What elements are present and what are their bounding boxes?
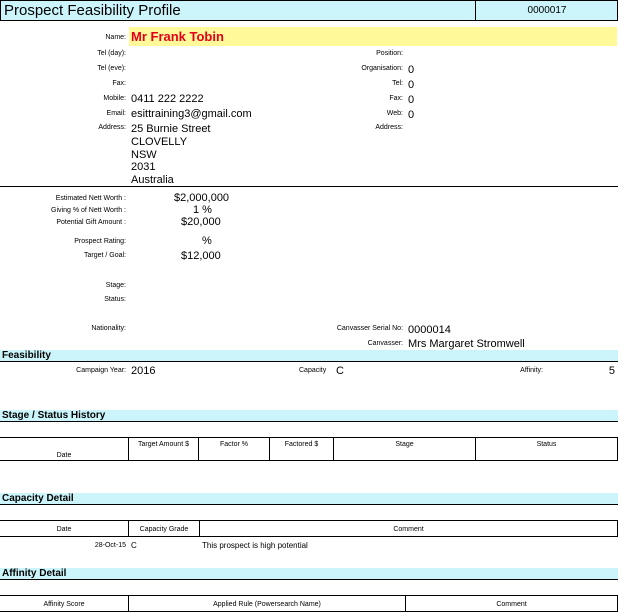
address-label: Address: — [98, 124, 126, 131]
email-value: esittraining3@gmail.com — [131, 108, 252, 120]
address-line: NSW — [131, 148, 157, 161]
serial-label: Canvasser Serial No: — [336, 325, 403, 332]
capacity-table-header — [0, 520, 618, 537]
affinity-label: Affinity: — [520, 367, 543, 374]
address-line: CLOVELLY — [131, 135, 188, 148]
capacity-value: C — [336, 365, 344, 377]
record-id: 0000017 — [527, 5, 567, 16]
address2-label: Address: — [375, 124, 403, 131]
serial-value: 0000014 — [408, 324, 451, 336]
status-label: Status: — [104, 296, 126, 303]
email-label: Email: — [106, 110, 126, 117]
tel-value: 0 — [408, 79, 415, 91]
target-label: Target / Goal: — [83, 252, 126, 259]
capacity-label: Capacity — [299, 367, 327, 374]
affinity-detail-header: Affinity Detail — [0, 568, 618, 580]
affinity-table-header — [0, 595, 618, 612]
col-cap-grade: Capacity Grade — [139, 526, 189, 533]
fax-label: Fax: — [112, 80, 126, 87]
tel-eve-label: Tel (eve): — [97, 65, 126, 72]
tel-label: Tel: — [392, 80, 403, 87]
web-value: 0 — [408, 109, 415, 121]
stage-label: Stage: — [105, 282, 126, 289]
campaign-year-value: 2016 — [131, 365, 156, 377]
cap-row-date: 28-Oct-15 — [94, 542, 126, 549]
target-value: $12,000 — [181, 250, 221, 262]
capacity-detail-header: Capacity Detail — [0, 493, 618, 505]
giving-label: Giving % of Nett Worth : — [51, 207, 126, 214]
nationality-label: Nationality: — [91, 325, 126, 332]
organisation-value: 0 — [408, 64, 415, 76]
address-block — [131, 123, 211, 187]
rating-value: % — [202, 235, 212, 247]
address-line: 25 Burnie Street — [131, 123, 211, 135]
history-table-header — [0, 437, 618, 461]
fax2-label: Fax: — [389, 95, 403, 102]
nett-worth-label: Estimated Nett Worth : — [55, 195, 126, 202]
header-bar — [0, 0, 618, 21]
mobile-value: 0411 222 2222 — [131, 93, 204, 105]
gift-value: $20,000 — [181, 216, 221, 228]
col-target-amount: Target Amount $ — [138, 441, 189, 448]
cap-row-comment: This prospect is high potential — [202, 541, 308, 550]
col-aff-comment: Comment — [496, 601, 527, 608]
cap-row-grade: C — [131, 541, 137, 550]
col-stage: Stage — [395, 441, 414, 448]
gift-label: Potential Gift Amount : — [56, 219, 126, 226]
tel-day-label: Tel (day): — [97, 50, 126, 57]
web-label: Web: — [386, 110, 403, 117]
col-date: Date — [56, 452, 72, 459]
mobile-label: Mobile: — [103, 95, 126, 102]
feasibility-header: Feasibility — [0, 350, 618, 362]
col-cap-date: Date — [56, 526, 72, 533]
affinity-value: 5 — [608, 365, 615, 377]
page-title: Prospect Feasibility Profile — [4, 2, 181, 19]
col-status: Status — [536, 441, 557, 448]
position-label: Position: — [376, 50, 403, 57]
giving-value: 1 % — [193, 204, 212, 216]
prospect-name: Mr Frank Tobin — [131, 29, 224, 44]
rating-label: Prospect Rating: — [74, 238, 126, 245]
col-aff-rule: Applied Rule (Powersearch Name) — [213, 601, 321, 608]
canvasser-value: Mrs Margaret Stromwell — [408, 338, 525, 350]
col-cap-comment: Comment — [393, 526, 424, 533]
name-label: Name: — [105, 34, 126, 41]
address-line: Australia — [131, 174, 174, 187]
nett-worth-value: $2,000,000 — [174, 192, 230, 204]
col-factor: Factor % — [219, 441, 248, 448]
col-factored: Factored $ — [284, 441, 319, 448]
organisation-label: Organisation: — [361, 65, 403, 72]
history-header: Stage / Status History — [0, 410, 618, 422]
address-line: 2031 — [131, 161, 156, 174]
campaign-year-label: Campaign Year: — [76, 367, 126, 374]
canvasser-label: Canvasser: — [367, 340, 403, 347]
fax2-value: 0 — [408, 94, 415, 106]
col-aff-score: Affinity Score — [43, 601, 85, 608]
